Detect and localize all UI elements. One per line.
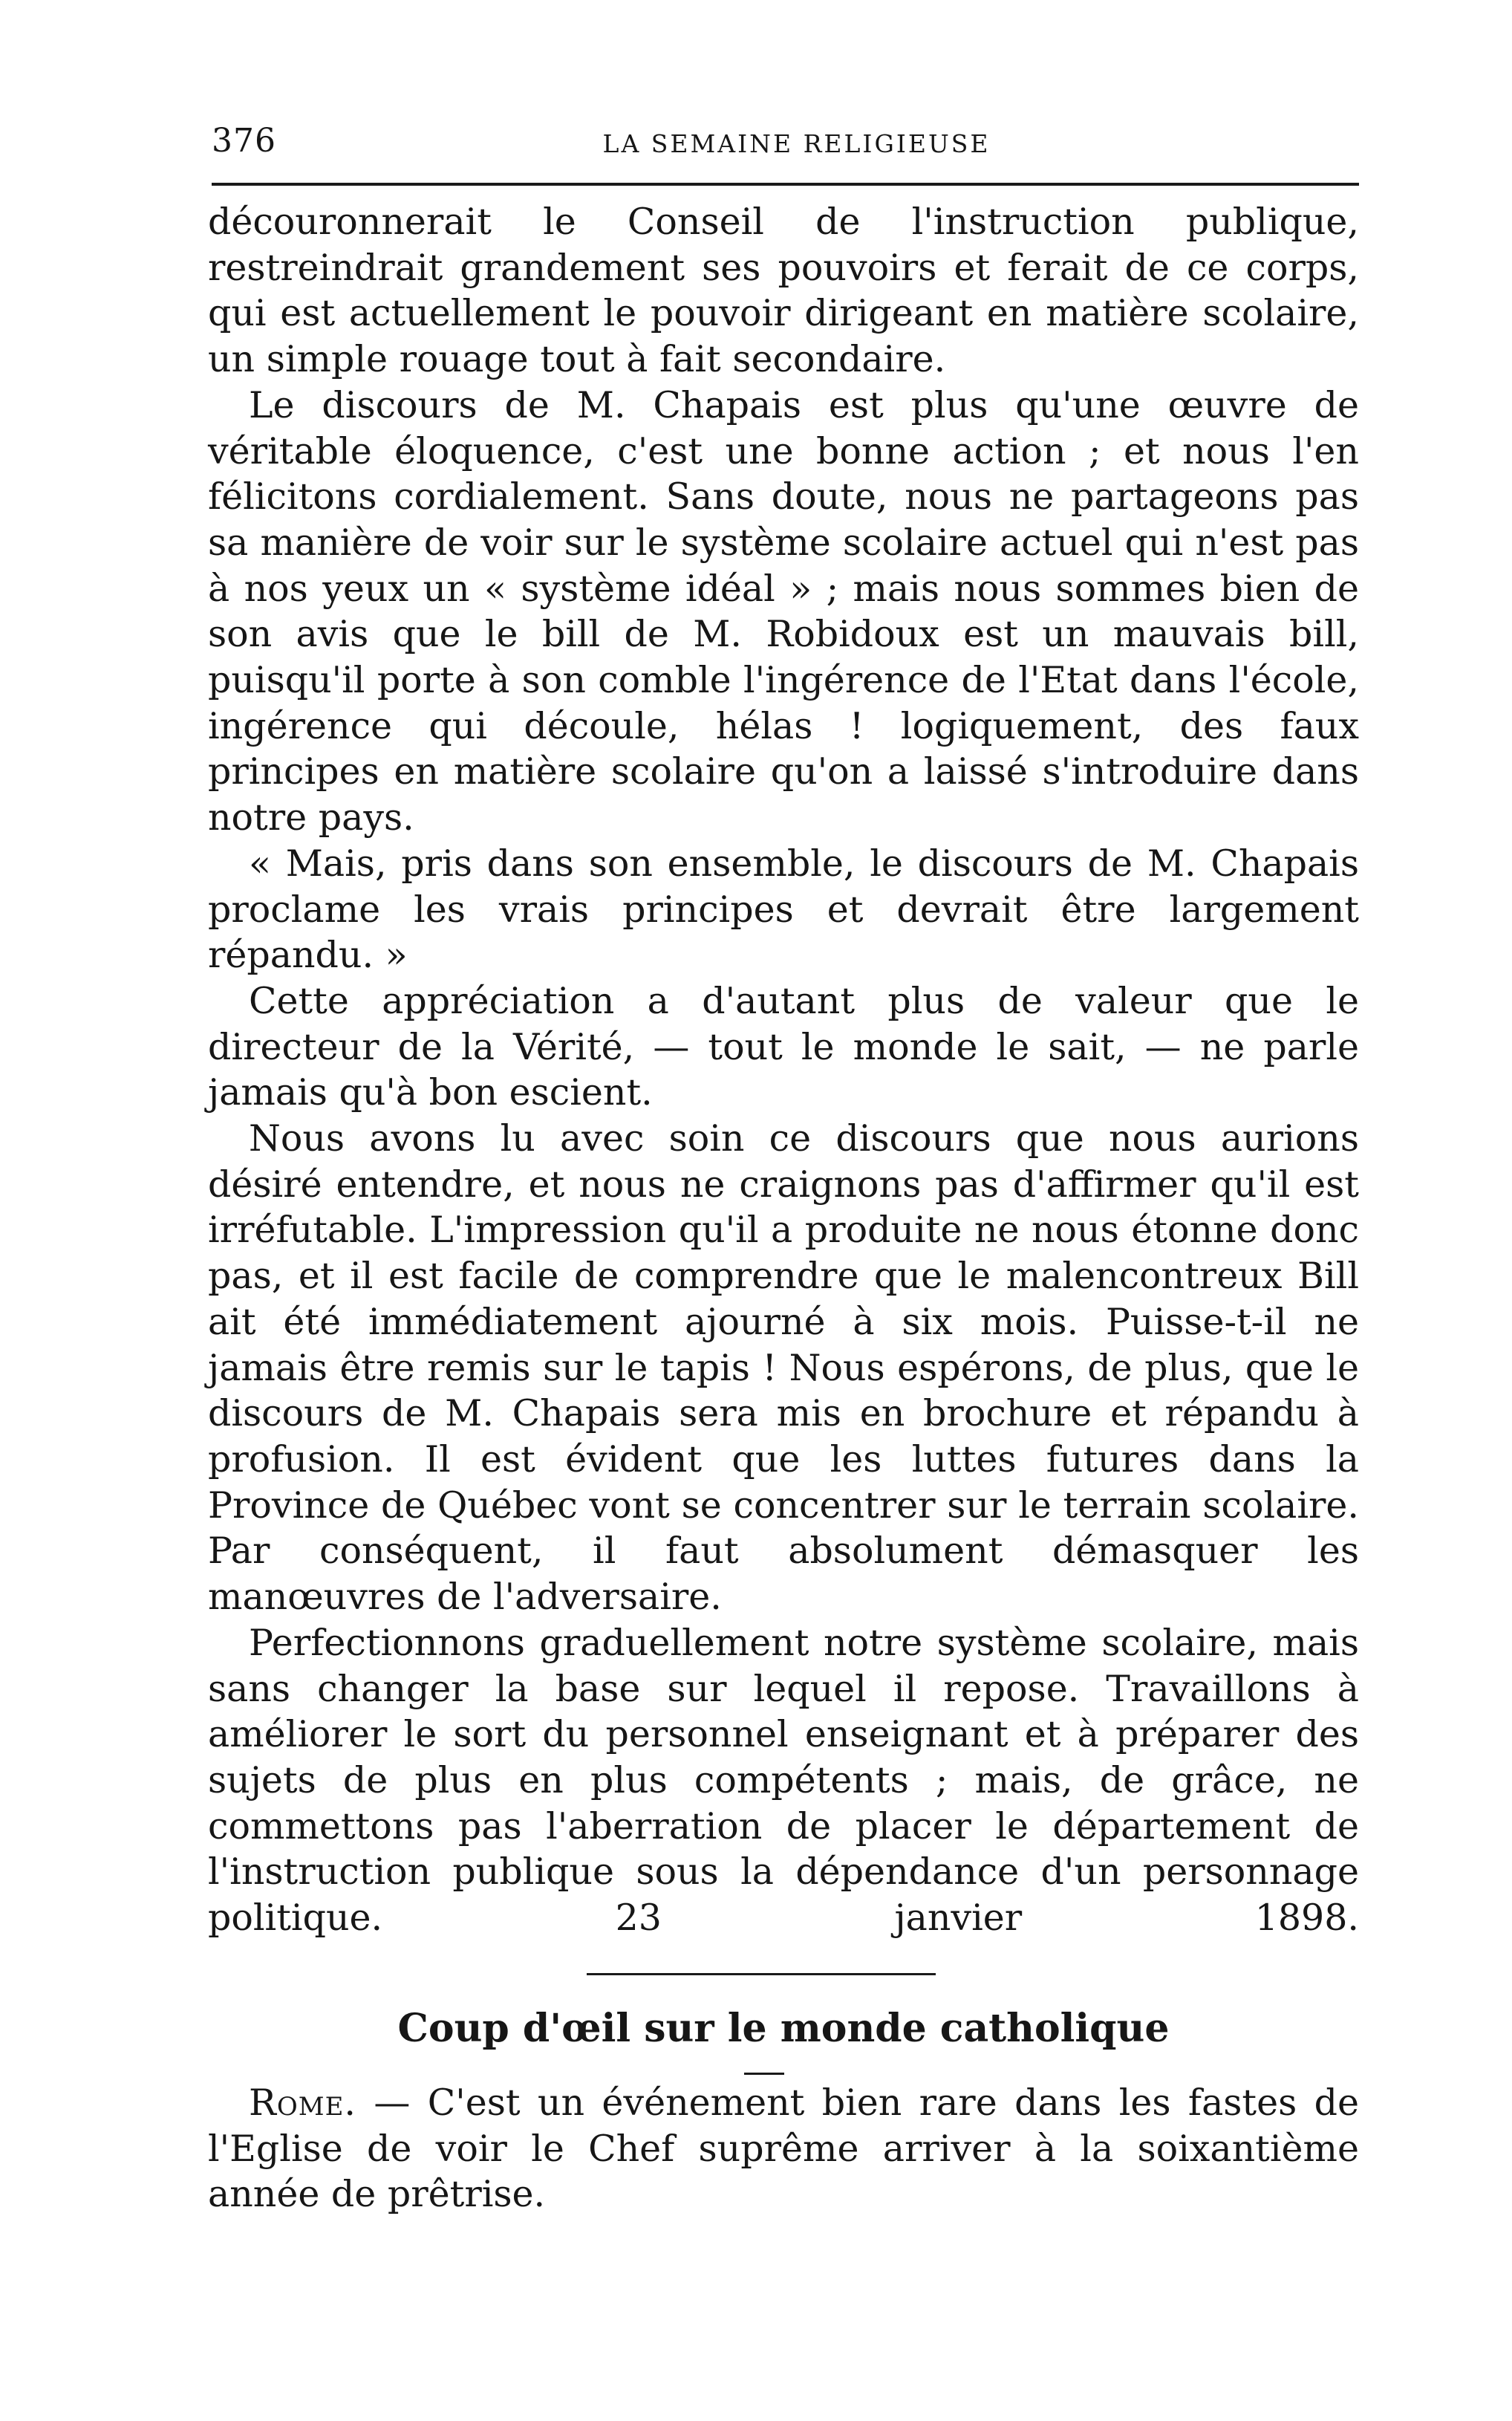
running-head: LA SEMAINE RELIGIEUSE <box>602 129 991 158</box>
page-number: 376 <box>212 122 276 160</box>
title-dash <box>744 2073 784 2075</box>
article-date: 23 janvier 1898. <box>615 1897 1359 1940</box>
section-body <box>208 2080 1359 2217</box>
section-paragraph <box>208 2080 1359 2217</box>
paragraph-text: Perfectionnons graduellement notre système scolaire, mais sans changer la base sur lequel il repose. Travaillons à améliorer le sort du personnel enseignant et à préparer des sujets de plus en plus compétents ; mais, de grâce, ne commettons pas l'aberration de placer le département de l'instruction publique sous la dépendance d'un personnage politique. <box>208 1621 1359 1940</box>
section-title: Coup d'œil sur le monde catholique <box>397 2006 1170 2051</box>
article-body <box>208 199 1359 1941</box>
paragraph: Le discours de M. Chapais est plus qu'une œuvre de véritable éloquence, c'est une bonne action ; et nous l'en félicitons cordialement. Sans doute, nous ne partageons pas sa manière de voir sur le système scolaire actuel qui n'est pas à nos yeux un « système idéal » ; mais nous sommes bien de son avis que le bill de M. Robidoux est un mauvais bill, puisqu'il porte à son comble l'ingérence de l'Etat dans l'école, ingérence qui découle, hélas ! logiquement, des faux principes en matière scolaire qu'on a laissé s'introduire dans notre pays. <box>208 383 1359 839</box>
section-text: C'est un événement bien rare dans les fastes de l'Eglise de voir le Chef suprême arriver à la soixantième année de prêtrise. <box>208 2082 1359 2216</box>
quoted-paragraph: « Mais, pris dans son ensemble, le discours de M. Chapais proclame les vrais principes et devrait être largement répandu. » <box>208 842 1359 977</box>
paragraph: Cette appréciation a d'autant plus de valeur que le directeur de la Vérité, — tout le monde le sait, — ne parle jamais qu'à bon escient. <box>208 979 1359 1114</box>
lead-word: Rome. <box>249 2082 356 2124</box>
section-divider <box>587 1973 936 1975</box>
header-rule <box>212 183 1359 186</box>
closing-paragraph <box>208 1620 1359 1941</box>
paragraph-continued: découronnerait le Conseil de l'instruction publique, restreindrait grandement ses pouvoirs et ferait de ce corps, qui est actuellement le pouvoir dirigeant en matière scolaire, un simple rouage tout à fait secondaire. <box>208 201 1359 381</box>
paragraph: Nous avons lu avec soin ce discours que nous aurions désiré entendre, et nous ne craignons pas d'affirmer qu'il est irréfutable. L'impression qu'il a produite ne nous étonne donc pas, et il est facile de comprendre que le malencontreux Bill ait été immédiatement ajourné à six mois. Puisse-t-il ne jamais être remis sur le tapis ! Nous espérons, de plus, que le discours de M. Chapais sera mis en brochure et répandu à profusion. Il est évident que les luttes futures dans la Province de Québec vont se concentrer sur le terrain scolaire. Par conséquent, il faut absolument démasquer les manœuvres de l'adversaire. <box>208 1117 1359 1619</box>
page-header <box>212 119 1359 163</box>
lead-dash: — <box>356 2082 428 2124</box>
